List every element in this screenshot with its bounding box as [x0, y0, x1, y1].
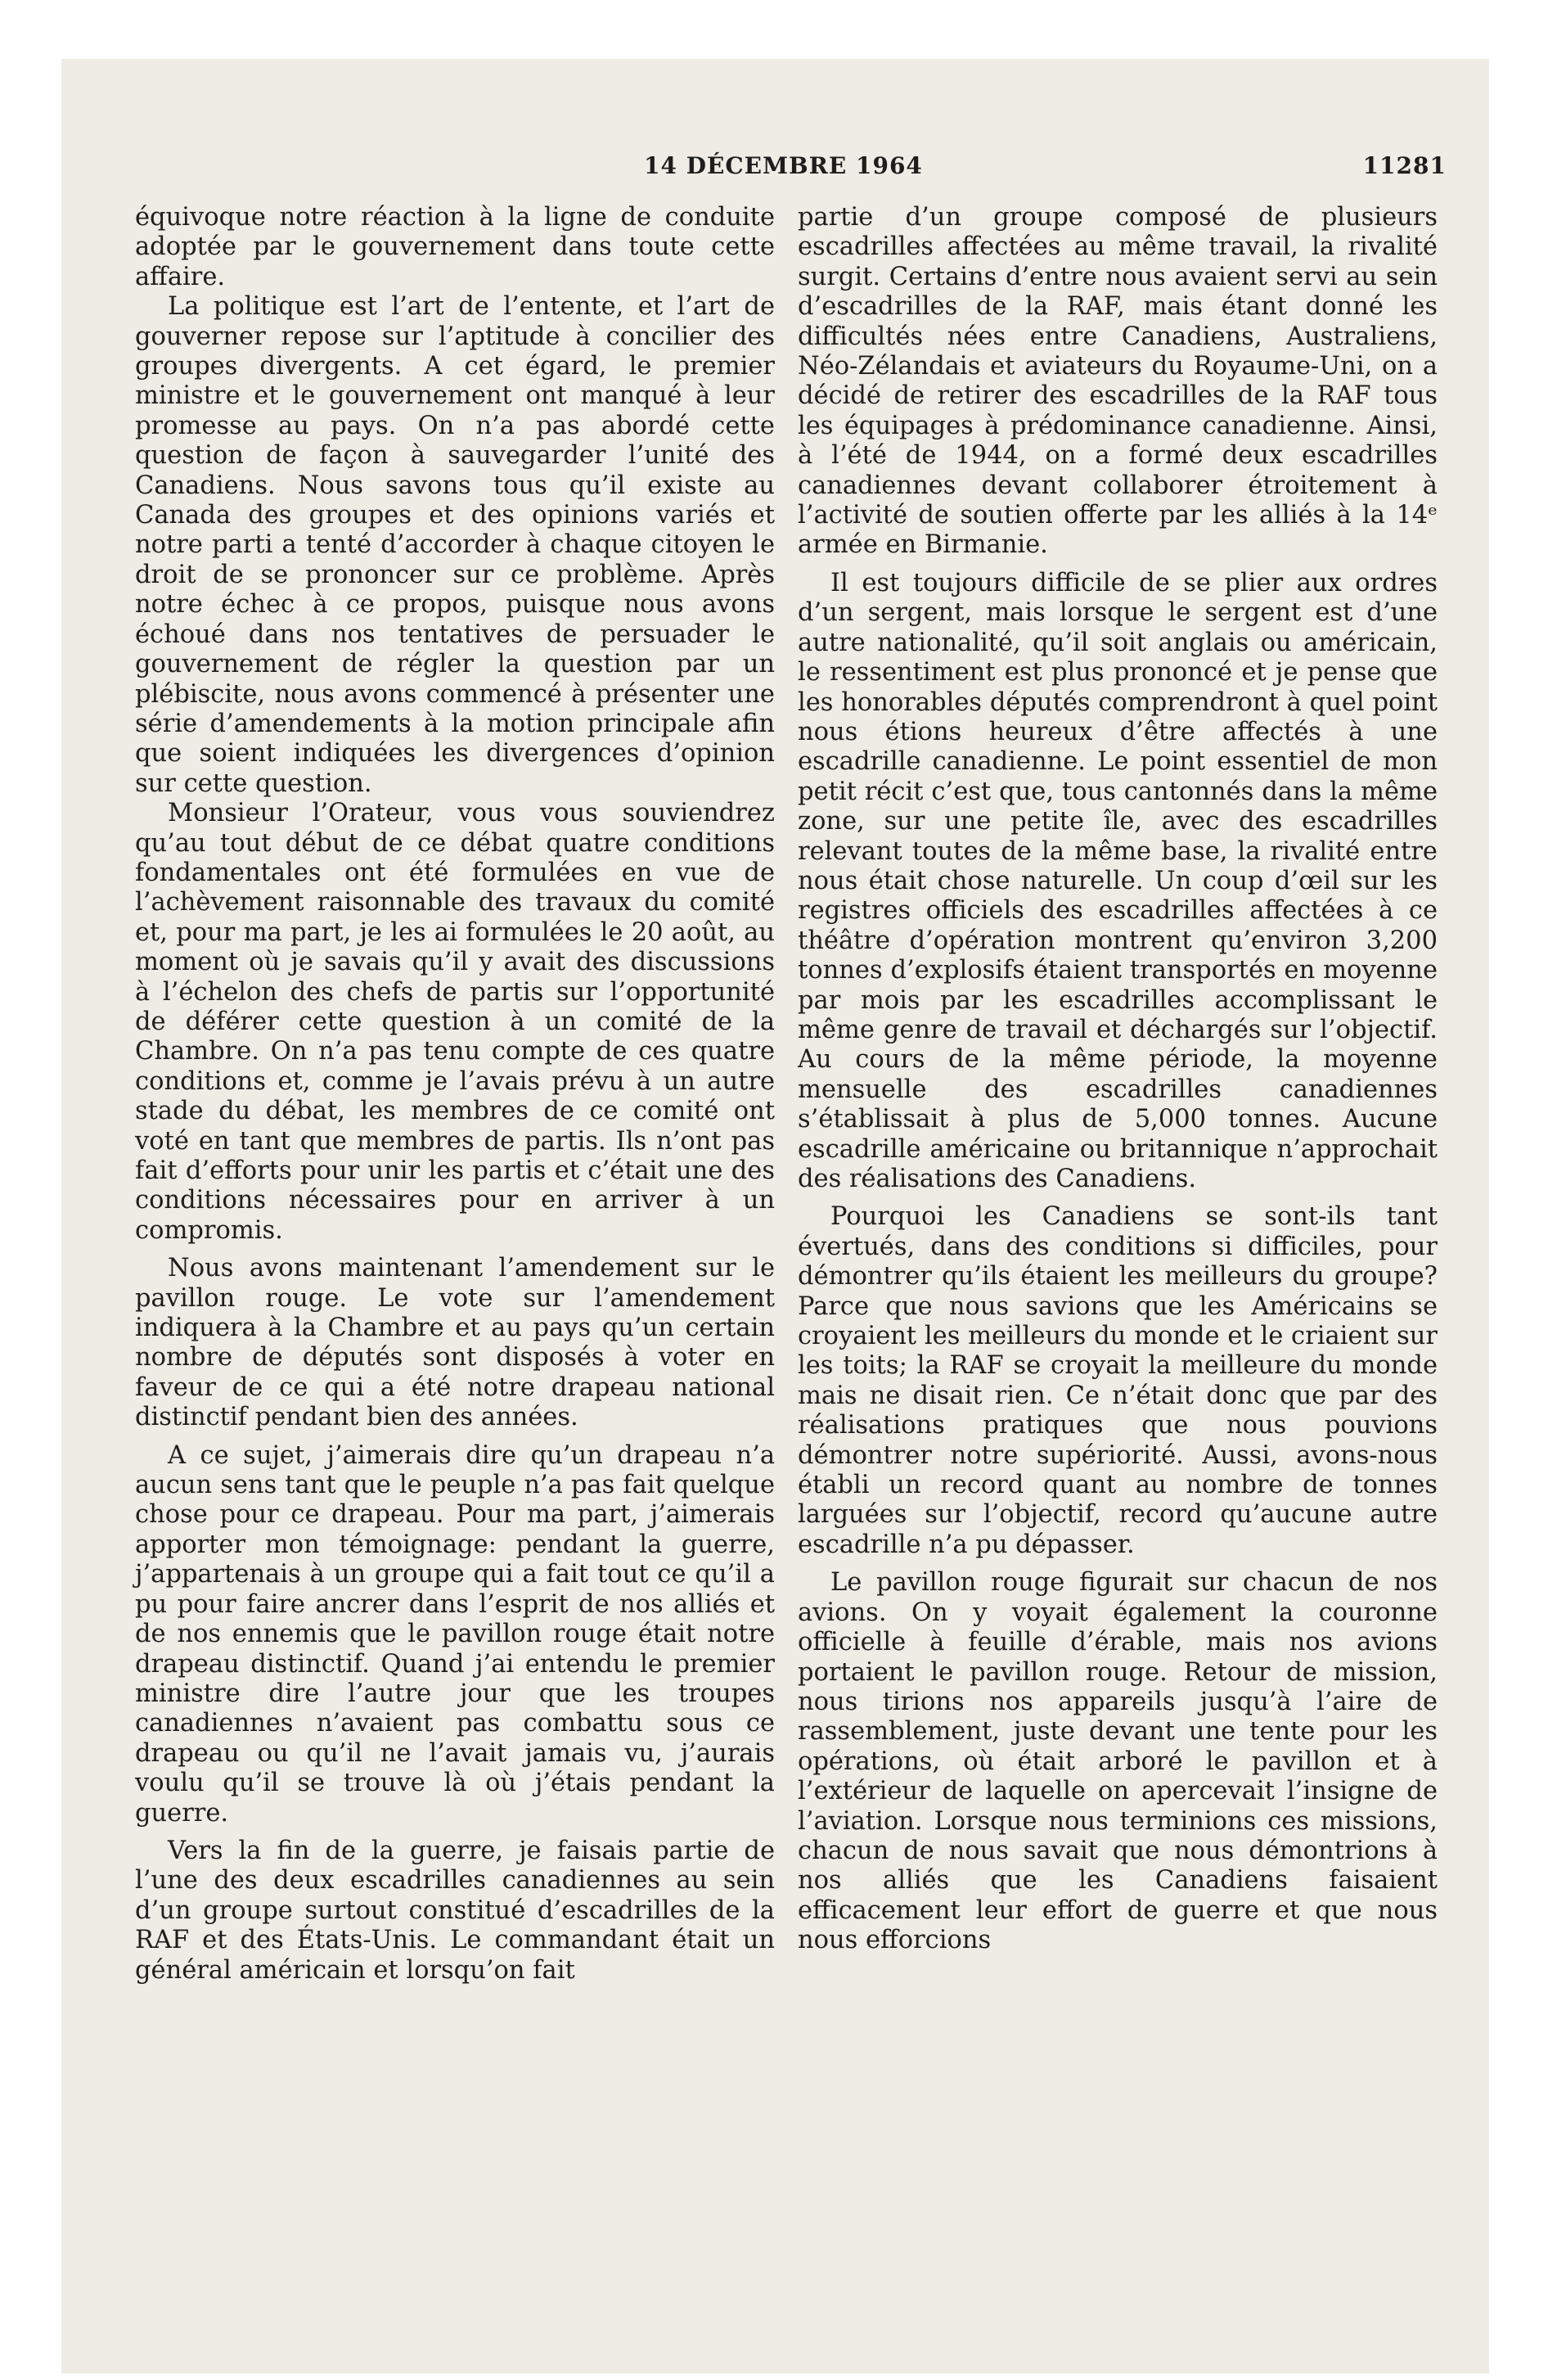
paragraph: Vers la fin de la guerre, je faisais partie de l’une des deux escadrilles canadiennes au sein d’un groupe surtout constitué d’escadrilles de la RAF et des États-Unis. Le commandant était un général américain et lorsqu’on fait — [135, 1836, 775, 1985]
page-header — [61, 152, 1489, 188]
paragraph: Pourquoi les Canadiens se sont-ils tant évertués, dans des conditions si difficiles, pour démontrer qu’ils étaient les meilleurs du groupe? Parce que nous savions que les Américains se croyaient les meilleurs du monde et le criaient sur les toits; la RAF se croyait la meilleure du monde mais ne disait rien. Ce n’était donc que par des réalisations pratiques que nous pouvions démontrer notre supériorité. Aussi, avons-nous établi un record quant au nombre de tonnes larguées sur l’objectif, record qu’aucune autre escadrille n’a pu dépasser. — [798, 1202, 1438, 1559]
paragraph: La politique est l’art de l’entente, et l’art de gouverner repose sur l’aptitude à concilier des groupes divergents. A cet égard, le premier ministre et le gouvernement ont manqué à leur promesse au pays. On n’a pas abordé cette question de façon à sauvegarder l’unité des Canadiens. Nous savons tous qu’il existe au Canada des groupes et des opinions variés et notre parti a tenté d’accorder à chaque citoyen le droit de se prononcer sur ce problème. Après notre échec à ce propos, puisque nous avons échoué dans nos tentatives de persuader le gouvernement de régler la question par un plébiscite, nous avons commencé à présenter une série d’amendements à la motion principale afin que soient indiquées les divergences d’opinion sur cette question. — [135, 292, 775, 798]
right-column — [798, 203, 1438, 2323]
paragraph: partie d’un groupe composé de plusieurs escadrilles affectées au même travail, la rivalité surgit. Certains d’entre nous avaient servi au sein d’escadrilles de la RAF, mais étant donné les difficultés nées entre Canadiens, Australiens, Néo-Zélandais et aviateurs du Royaume-Uni, on a décidé de retirer des escadrilles de la RAF tous les équipages à prédominance canadienne. Ainsi, à l’été de 1944, on a formé deux escadrilles canadiennes devant collaborer étroitement à l’activité de soutien offerte par les alliés à la 14ᵉ armée en Birmanie. — [798, 203, 1438, 560]
paragraph: Monsieur l’Orateur, vous vous souviendrez qu’au tout début de ce débat quatre conditions fondamentales ont été formulées en vue de l’achèvement raisonnable des travaux du comité et, pour ma part, je les ai formulées le 20 août, au moment où je savais qu’il y avait des discussions à l’échelon des chefs de partis sur l’opportunité de déférer cette question à un comité de la Chambre. On n’a pas tenu compte de ces quatre conditions et, comme je l’avais prévu à un autre stade du débat, les membres de ce comité ont voté en tant que membres de partis. Ils n’ont pas fait d’efforts pour unir les partis et c’était une des conditions nécessaires pour en arriver à un compromis. — [135, 799, 775, 1245]
paragraph: Le pavillon rouge figurait sur chacun de nos avions. On y voyait également la couronne officielle à feuille d’érable, mais nos avions portaient le pavillon rouge. Retour de mission, nous tirions nos appareils jusqu’à l’aire de rassemblement, juste devant une tente pour les opérations, où était arboré le pavillon et à l’extérieur de laquelle on apercevait l’insigne de l’aviation. Lorsque nous terminions ces missions, chacun de nous savait que nous démontrions à nos alliés que les Canadiens faisaient efficacement leur effort de guerre et que nous nous efforcions — [798, 1568, 1438, 1955]
document-page — [61, 59, 1489, 2373]
header-date: 14 DÉCEMBRE 1964 — [644, 152, 923, 179]
page-number: 11281 — [1362, 152, 1447, 179]
paragraph: A ce sujet, j’aimerais dire qu’un drapeau n’a aucun sens tant que le peuple n’a pas fait quelque chose pour ce drapeau. Pour ma part, j’aimerais apporter mon témoignage: pendant la guerre, j’appartenais à un groupe qui a fait tout ce qu’il a pu pour faire ancrer dans l’esprit de nos alliés et de nos ennemis que le pavillon rouge était notre drapeau distinctif. Quand j’ai entendu le premier ministre dire l’autre jour que les troupes canadiennes n’avaient pas combattu sous ce drapeau ou qu’il ne l’avait jamais vu, j’aurais voulu qu’il se trouve là où j’étais pendant la guerre. — [135, 1440, 775, 1828]
paragraph: équivoque notre réaction à la ligne de conduite adoptée par le gouvernement dans toute cette affaire. — [135, 203, 775, 291]
paragraph: Il est toujours difficile de se plier aux ordres d’un sergent, mais lorsque le sergent est d’une autre nationalité, qu’il soit anglais ou américain, le ressentiment est plus prononcé et je pense que les honorables députés comprendront à quel point nous étions heureux d’être affectés à une escadrille canadienne. Le point essentiel de mon petit récit c’est que, tous cantonnés dans la même zone, sur une petite île, avec des escadrilles relevant toutes de la même base, la rivalité entre nous était chose naturelle. Un coup d’œil sur les registres officiels des escadrilles affectées à ce théâtre d’opération montrent qu’environ 3,200 tonnes d’explosifs étaient transportés en moyenne par mois par les escadrilles accomplissant le même genre de travail et déchargés sur l’objectif. Au cours de la même période, la moyenne mensuelle des escadrilles canadiennes s’établissait à plus de 5,000 tonnes. Aucune escadrille américaine ou britannique n’approchait des réalisations des Canadiens. — [798, 568, 1438, 1193]
paragraph: Nous avons maintenant l’amendement sur le pavillon rouge. Le vote sur l’amendement indiquera à la Chambre et au pays qu’un certain nombre de députés sont disposés à voter en faveur de ce qui a été notre drapeau national distinctif pendant bien des années. — [135, 1254, 775, 1432]
left-column — [135, 203, 775, 2323]
